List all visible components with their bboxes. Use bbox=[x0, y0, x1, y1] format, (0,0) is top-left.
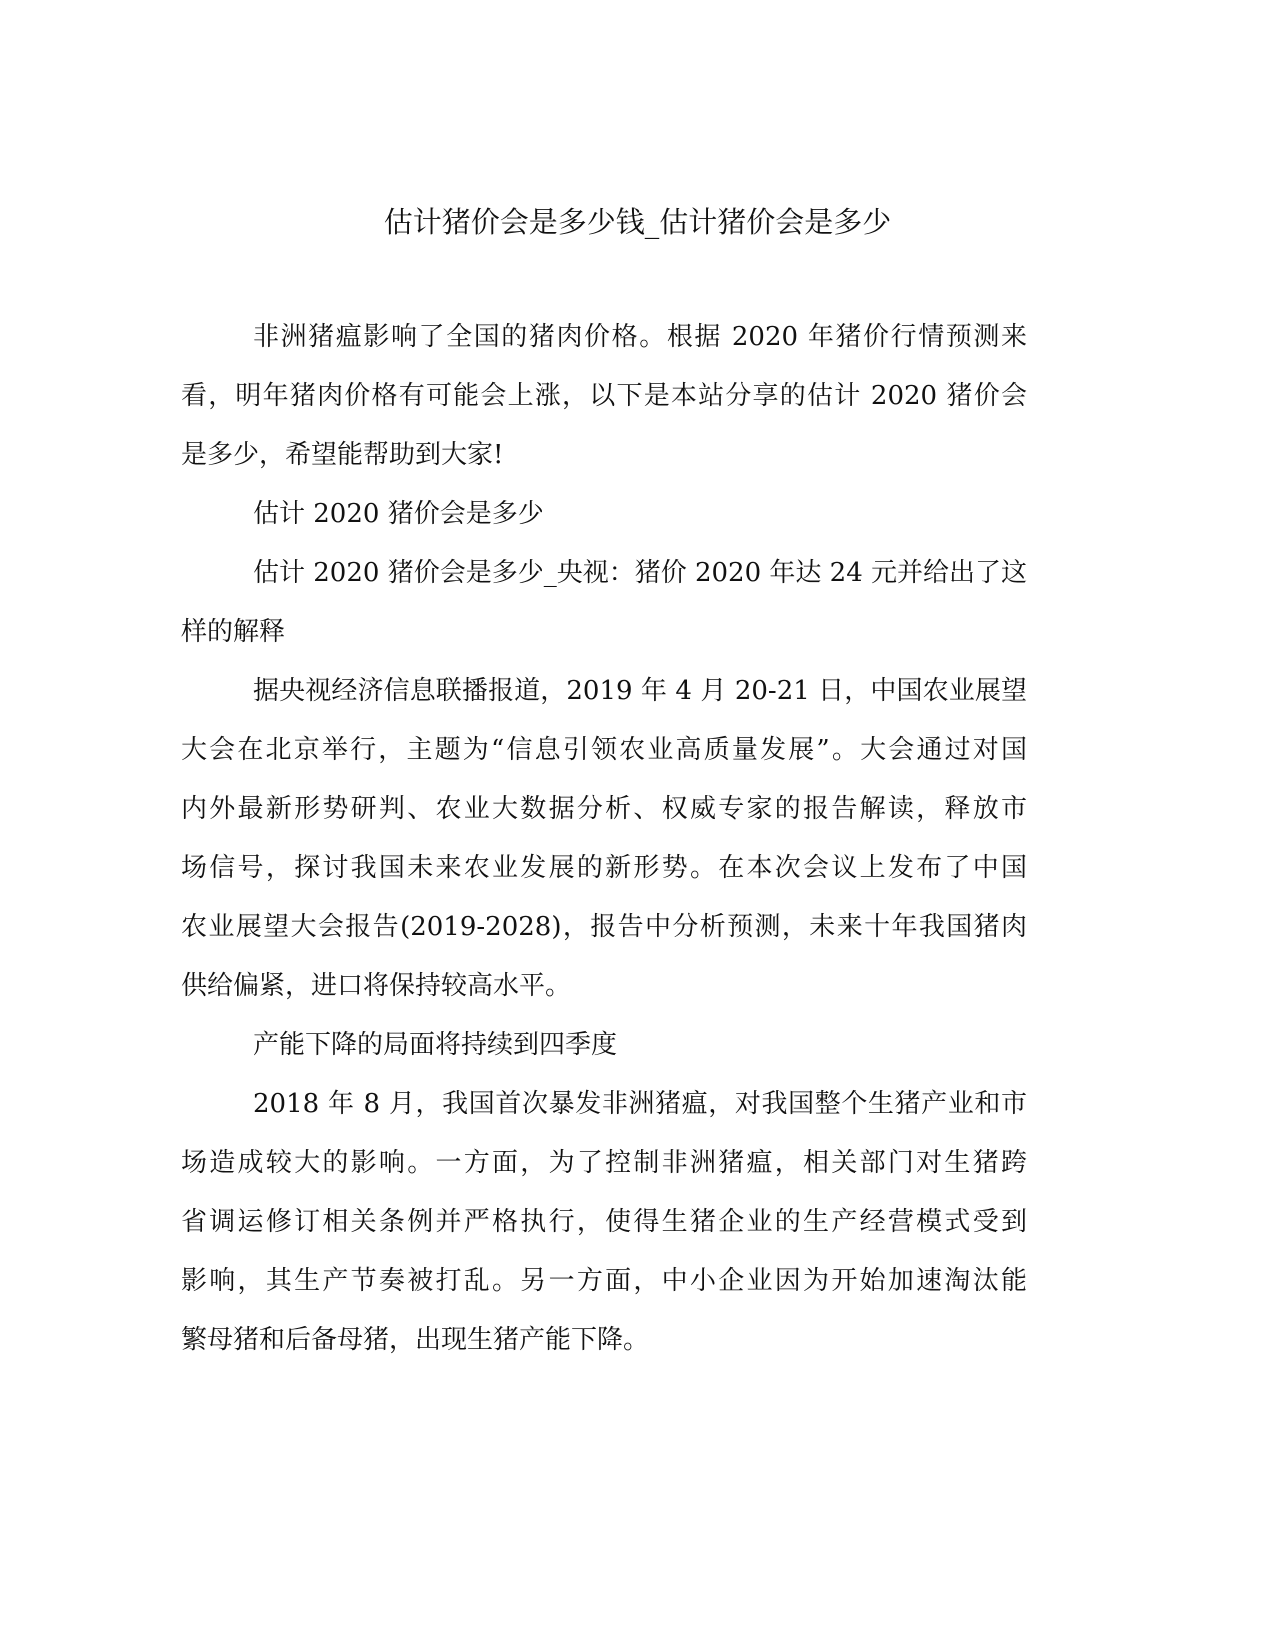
paragraph bbox=[181, 494, 1027, 553]
document-body bbox=[181, 317, 1027, 1379]
text-line: 2018 年 8 月，我国首次暴发非洲猪瘟，对我国整个生猪产业和市 bbox=[253, 1089, 1027, 1119]
text-line: 农业展望大会报告(2019-2028)，报告中分析预测，未来十年我国猪肉 bbox=[181, 912, 1027, 942]
text-line: 内外最新形势研判、农业大数据分析、权威专家的报告解读，释放市 bbox=[181, 794, 1027, 824]
paragraph bbox=[181, 1084, 1027, 1379]
text-line: 估计 2020 猪价会是多少 bbox=[253, 499, 544, 529]
text-line: 影响，其生产节奏被打乱。另一方面，中小企业因为开始加速淘汰能 bbox=[181, 1266, 1027, 1296]
text-line: 场造成较大的影响。一方面，为了控制非洲猪瘟，相关部门对生猪跨 bbox=[181, 1148, 1027, 1178]
text-line: 省调运修订相关条例并严格执行，使得生猪企业的生产经营模式受到 bbox=[181, 1207, 1027, 1237]
paragraph bbox=[181, 671, 1027, 1025]
document-title: 估计猪价会是多少钱_估计猪价会是多少 bbox=[383, 205, 892, 239]
text-line: 估计 2020 猪价会是多少_央视：猪价 2020 年达 24 元并给出了这 bbox=[253, 558, 1028, 588]
text-line: 繁母猪和后备母猪，出现生猪产能下降。 bbox=[181, 1325, 650, 1355]
text-line: 非洲猪瘟影响了全国的猪肉价格。根据 2020 年猪价行情预测来 bbox=[253, 322, 1027, 352]
paragraph bbox=[181, 1025, 1027, 1084]
text-line: 是多少，希望能帮助到大家! bbox=[181, 440, 504, 470]
paragraph bbox=[181, 317, 1027, 494]
text-line: 供给偏紧，进口将保持较高水平。 bbox=[181, 971, 572, 1001]
text-line: 看，明年猪肉价格有可能会上涨，以下是本站分享的估计 2020 猪价会 bbox=[181, 381, 1027, 411]
text-line: 样的解释 bbox=[181, 617, 286, 647]
text-line: 大会在北京举行，主题为“信息引领农业高质量发展”。大会通过对国 bbox=[181, 735, 1027, 765]
text-line: 据央视经济信息联播报道，2019 年 4 月 20-21 日，中国农业展望 bbox=[253, 676, 1027, 706]
text-line: 产能下降的局面将持续到四季度 bbox=[253, 1030, 618, 1060]
paragraph bbox=[181, 553, 1027, 671]
text-line: 场信号，探讨我国未来农业发展的新形势。在本次会议上发布了中国 bbox=[181, 853, 1027, 883]
